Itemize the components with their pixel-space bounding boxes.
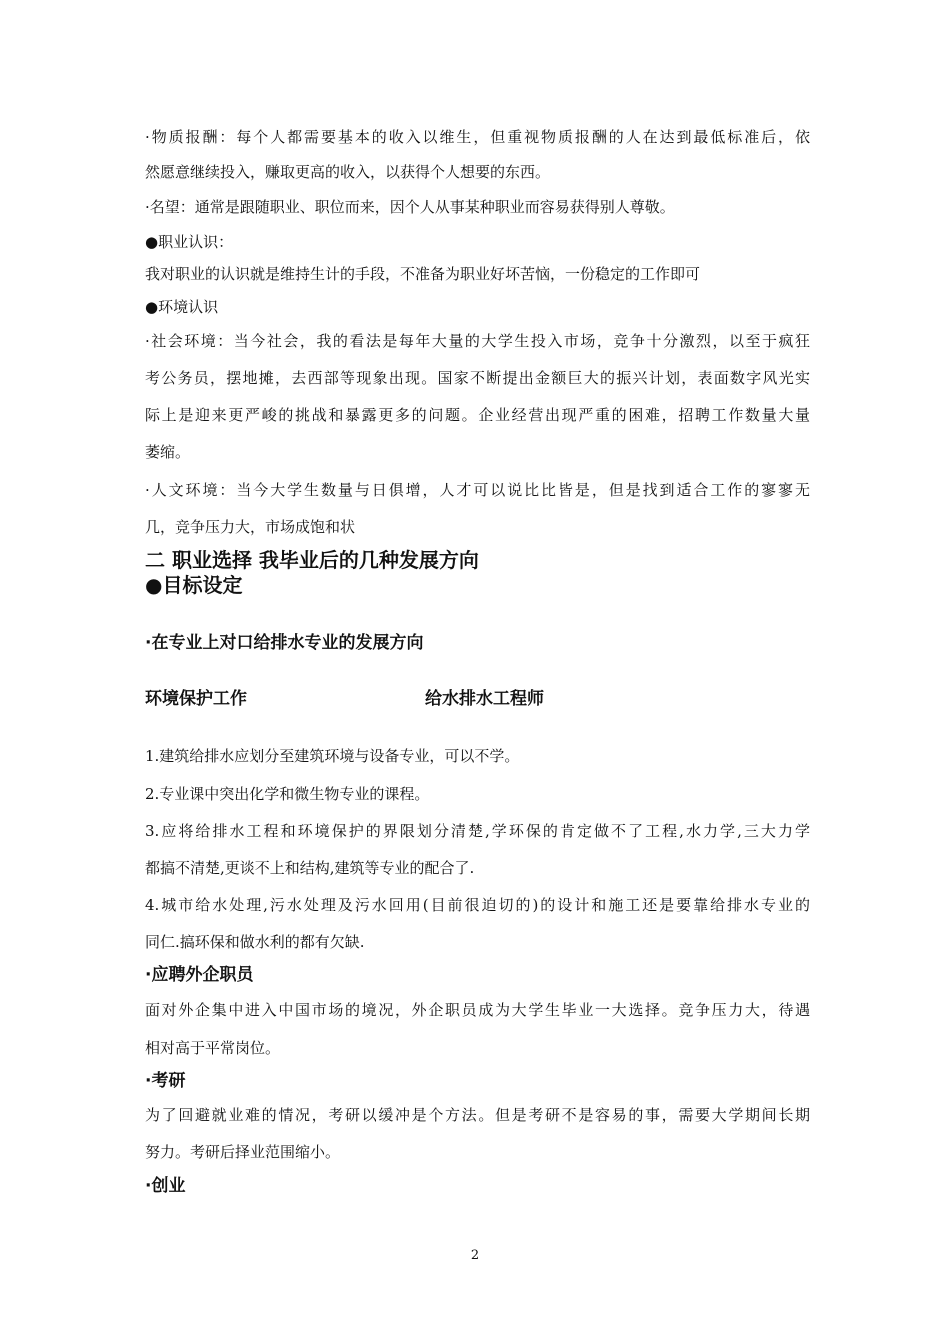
- list-item-4-line-2: 同仁.搞环保和做水利的都有欠缺.: [145, 933, 365, 951]
- paragraph-material-reward-line-2: 然愿意继续投入，赚取更高的收入，以获得个人想要的东西。: [145, 163, 551, 181]
- paragraph-prestige: ·名望：通常是跟随职业、职位而来，因个人从事某种职业而容易获得别人尊敬。: [145, 198, 675, 216]
- paragraph-social-environment-line-4: 萎缩。: [145, 443, 191, 461]
- paragraph-cultural-environment-line-2: 几，竞争压力大，市场成饱和状: [145, 518, 356, 536]
- job-option-environmental-protection: 环境保护工作: [145, 689, 247, 709]
- heading-goal-setting: ●目标设定: [145, 573, 243, 597]
- heading-entrepreneurship: ·创业: [145, 1176, 186, 1196]
- paragraph-foreign-company-line-1: 面对外企集中进入中国市场的境况，外企职员成为大学生毕业一大选择。竞争压力大，待遇: [145, 1001, 810, 1019]
- heading-career-recognition: ●职业认识：: [145, 233, 234, 251]
- list-item-3-line-1: 3.应将给排水工程和环境保护的界限划分清楚,学环保的肯定做不了工程,水力学,三大力学: [145, 822, 810, 840]
- paragraph-material-reward-line-1: ·物质报酬：每个人都需要基本的收入以维生，但重视物质报酬的人在达到最低标准后，依: [145, 128, 810, 146]
- job-options-row: [145, 688, 810, 710]
- page-number: 2: [470, 1248, 480, 1263]
- list-item-2: 2.专业课中突出化学和微生物专业的课程。: [145, 785, 430, 803]
- section-heading-career-choice: 二 职业选择 我毕业后的几种发展方向: [145, 548, 479, 572]
- heading-foreign-company: ·应聘外企职员: [145, 965, 254, 985]
- heading-environment-recognition: ●环境认识: [145, 298, 219, 316]
- paragraph-graduate-exam-line-2: 努力。考研后择业范围缩小。: [145, 1143, 341, 1161]
- paragraph-graduate-exam-line-1: 为了回避就业难的情况，考研以缓冲是个方法。但是考研不是容易的事，需要大学期间长期: [145, 1106, 810, 1124]
- paragraph-social-environment-line-1: ·社会环境：当今社会，我的看法是每年大量的大学生投入市场，竞争十分激烈，以至于疯狂: [145, 332, 810, 350]
- heading-graduate-exam: ·考研: [145, 1071, 186, 1091]
- list-item-4-line-1: 4.城市给水处理,污水处理及污水回用(目前很迫切的)的设计和施工还是要靠给排水专业的: [145, 896, 810, 914]
- paragraph-cultural-environment-line-1: ·人文环境：当今大学生数量与日俱增，人才可以说比比皆是，但是找到适合工作的寥寥无: [145, 481, 810, 499]
- list-item-3-line-2: 都搞不清楚,更谈不上和结构,建筑等专业的配合了.: [145, 859, 475, 877]
- paragraph-career-recognition: 我对职业的认识就是维持生计的手段，不准备为职业好坏苦恼，一份稳定的工作即可: [145, 265, 701, 283]
- paragraph-foreign-company-line-2: 相对高于平常岗位。: [145, 1039, 281, 1057]
- job-option-water-engineer: 给水排水工程师: [425, 689, 544, 709]
- paragraph-social-environment-line-3: 际上是迎来更严峻的挑战和暴露更多的问题。企业经营出现严重的困难，招聘工作数量大量: [145, 406, 810, 424]
- paragraph-social-environment-line-2: 考公务员，摆地摊，去西部等现象出现。国家不断提出金额巨大的振兴计划，表面数字风光实: [145, 369, 810, 387]
- heading-professional-direction: ·在专业上对口给排水专业的发展方向: [145, 633, 424, 653]
- list-item-1: 1.建筑给排水应划分至建筑环境与设备专业，可以不学。: [145, 747, 520, 765]
